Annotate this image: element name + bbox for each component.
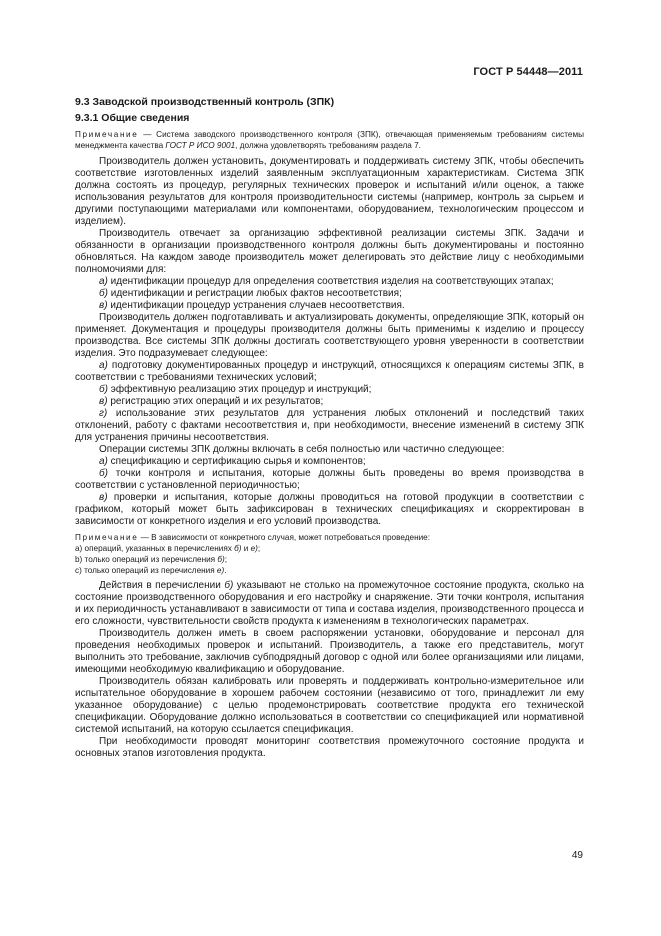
list-item bbox=[75, 360, 584, 384]
note-label: Примечание bbox=[75, 130, 139, 139]
page-number: 49 bbox=[571, 850, 583, 861]
paragraph-3: Производитель должен подготавливать и актуализировать документы, определяющие ЗПК, который он применяет. Документация и процедуры производителя должны быть применимы к изделию и процессу производства. Все системы ЗПК должны достигать соответствующего уровня уверенности в соответствии изделия. Это подразумевает следующее: bbox=[75, 312, 584, 359]
list-text: регистрацию этих операций и их результатов; bbox=[107, 396, 324, 407]
paragraph-7: Производитель обязан калибровать или проверять и поддерживать контрольно-измерительное или испытательное оборудование в хорошем рабочем состоянии (независимо от того, принадлежит ли ему указанное оборудование) с целью продемонстрировать соответствие продукта его технической спецификации. Оборудование должно использоваться в соответствии со спецификацией или нормативной системой испытаний, на которую ссылается спецификация. bbox=[75, 676, 584, 735]
note-item-text: . bbox=[224, 566, 227, 575]
note-item-ref: б) bbox=[217, 555, 225, 564]
list-marker: б) bbox=[99, 384, 108, 395]
note-item-ref: е) bbox=[250, 544, 258, 553]
list-reference: б) bbox=[224, 580, 234, 591]
list-text: идентификации и регистрации любых фактов несоответствия; bbox=[107, 288, 402, 299]
note-list-item bbox=[75, 565, 584, 576]
note-text: — В зависимости от конкретного случая, может потребоваться проведение: bbox=[138, 533, 430, 542]
document-code: ГОСТ Р 54448—2011 bbox=[473, 66, 583, 78]
list-text: проверки и испытания, которые должны проводиться на готовой продукции в соответствии с графиком, который может быть зафиксирован в технических спецификациях и скорректирован в зависимости от конкретного изделия и его условий производства. bbox=[75, 492, 584, 527]
paragraph-5 bbox=[75, 580, 584, 628]
note-item-text: и bbox=[241, 544, 251, 553]
standard-reference: ГОСТ Р ИСО 9001 bbox=[165, 141, 236, 150]
paragraph-1: Производитель должен установить, документировать и поддерживать систему ЗПК, чтобы обеспечить соответствие изготовленных изделий заявленным эксплуатационным характеристикам. Система ЗПК должна состоять из процедур, регулярных технических проверок и испытаний и/или оценок, а также использования результатов для контроля производительности системы (например, контроль за сырьем и другими поступающими материалами или компонентами, оборудованием, технологическим процессом и изделием). bbox=[75, 156, 584, 227]
list-text: идентификации процедур устранения случаев несоответствия. bbox=[107, 300, 405, 311]
list-item bbox=[75, 456, 584, 468]
list-marker: в) bbox=[99, 300, 108, 311]
list-text: спецификацию и сертификацию сырья и компонентов; bbox=[107, 456, 366, 467]
paragraph-text: Действия в перечислении bbox=[99, 580, 225, 591]
note-item-text: с) только операций из перечисления bbox=[75, 566, 217, 575]
list-item bbox=[75, 384, 584, 396]
note-1 bbox=[75, 129, 584, 151]
paragraph-2: Производитель отвечает за организацию эффективной реализации системы ЗПК. Задачи и обязанности в организации производственного контроля должны быть документированы и постоянно обновляться. На каждом заводе производитель может делегировать это действие лицу с необходимыми полномочиями для: bbox=[75, 228, 584, 275]
list-marker: а) bbox=[99, 360, 108, 371]
list-marker: б) bbox=[99, 468, 108, 479]
list-marker: б) bbox=[99, 288, 108, 299]
paragraph-6: Производитель должен иметь в своем распоряжении установки, оборудование и персонал для проведения необходимых проверок и испытаний. Производитель, а также его представитель, могут выполнить это требование, заключив субподрядный договор с одной или более организациями или лицами, имеющими необходимую квалификацию и оборудование. bbox=[75, 628, 584, 675]
list-text: точки контроля и испытания, которые должны быть проведены во время производства в соответствии с установленной периодичностью; bbox=[75, 468, 584, 491]
document-body bbox=[75, 96, 584, 760]
list-text: подготовку документированных процедур и инструкций, относящихся к операциям системы ЗПК, в соответствии с требованиями технических условий; bbox=[75, 360, 584, 383]
note-item-text: ; bbox=[224, 555, 228, 564]
list-item bbox=[75, 468, 584, 492]
note-label: Примечание bbox=[75, 533, 139, 542]
note-item-text: а) операций, указанных в перечислениях bbox=[75, 544, 235, 553]
note-list-item bbox=[75, 543, 584, 554]
list-marker: а) bbox=[99, 456, 108, 467]
note-item-text: b) только операций из перечисления bbox=[75, 555, 218, 564]
list-marker: в) bbox=[99, 396, 108, 407]
subsection-heading: 9.3.1 Общие сведения bbox=[75, 112, 190, 124]
note-list-item bbox=[75, 554, 584, 565]
note-2 bbox=[75, 532, 584, 543]
note-item-text: ; bbox=[257, 544, 261, 553]
section-heading: 9.3 Заводской производственный контроль (ЗПК) bbox=[75, 96, 335, 108]
list-text: использование этих результатов для устранения любых отклонений и последствий таких отклонений, работу с фактами несоответствия и, при необходимости, внесение изменений в систему ЗПК для устранения причины несоответствия. bbox=[75, 408, 584, 443]
paragraph-text: указывают не столько на промежуточное состояние продукта, сколько на состояние производственного оборудования и его настройку и снаряжение. Эти точки контроля, испытания и их периодичность устанавливают в зависимости от типа и состава изделия, производственного процесса и его сложности, чувствительности свойств продукта к изменениям в технологических параметрах. bbox=[75, 580, 584, 627]
paragraph-4: Операции системы ЗПК должны включать в себя полностью или частично следующее: bbox=[99, 444, 505, 455]
paragraph-8: При необходимости проводят мониторинг соответствия промежуточного состояние продукта и основных этапов изготовления продукта. bbox=[75, 736, 584, 759]
note-text: — Система заводского производственного контроля (ЗПК), отвечающая применяемым требованиям системы менеджмента качества bbox=[75, 130, 584, 150]
list-text: идентификации процедур для определения соответствия изделия на соответствующих этапах; bbox=[107, 276, 554, 287]
note-item-ref: е) bbox=[216, 566, 225, 575]
note-text-end: , должна удовлетворять требованиям раздела 7. bbox=[235, 141, 421, 150]
list-item bbox=[75, 300, 584, 312]
list-item bbox=[75, 492, 584, 528]
list-text: эффективную реализацию этих процедур и инструкций; bbox=[107, 384, 372, 395]
note-item-ref: б) bbox=[234, 544, 242, 553]
list-item bbox=[75, 288, 584, 300]
list-marker: а) bbox=[99, 276, 108, 287]
list-marker: в) bbox=[99, 492, 108, 503]
list-item bbox=[75, 396, 584, 408]
list-item bbox=[75, 408, 584, 444]
list-marker: г) bbox=[99, 408, 108, 419]
list-item bbox=[75, 276, 584, 288]
